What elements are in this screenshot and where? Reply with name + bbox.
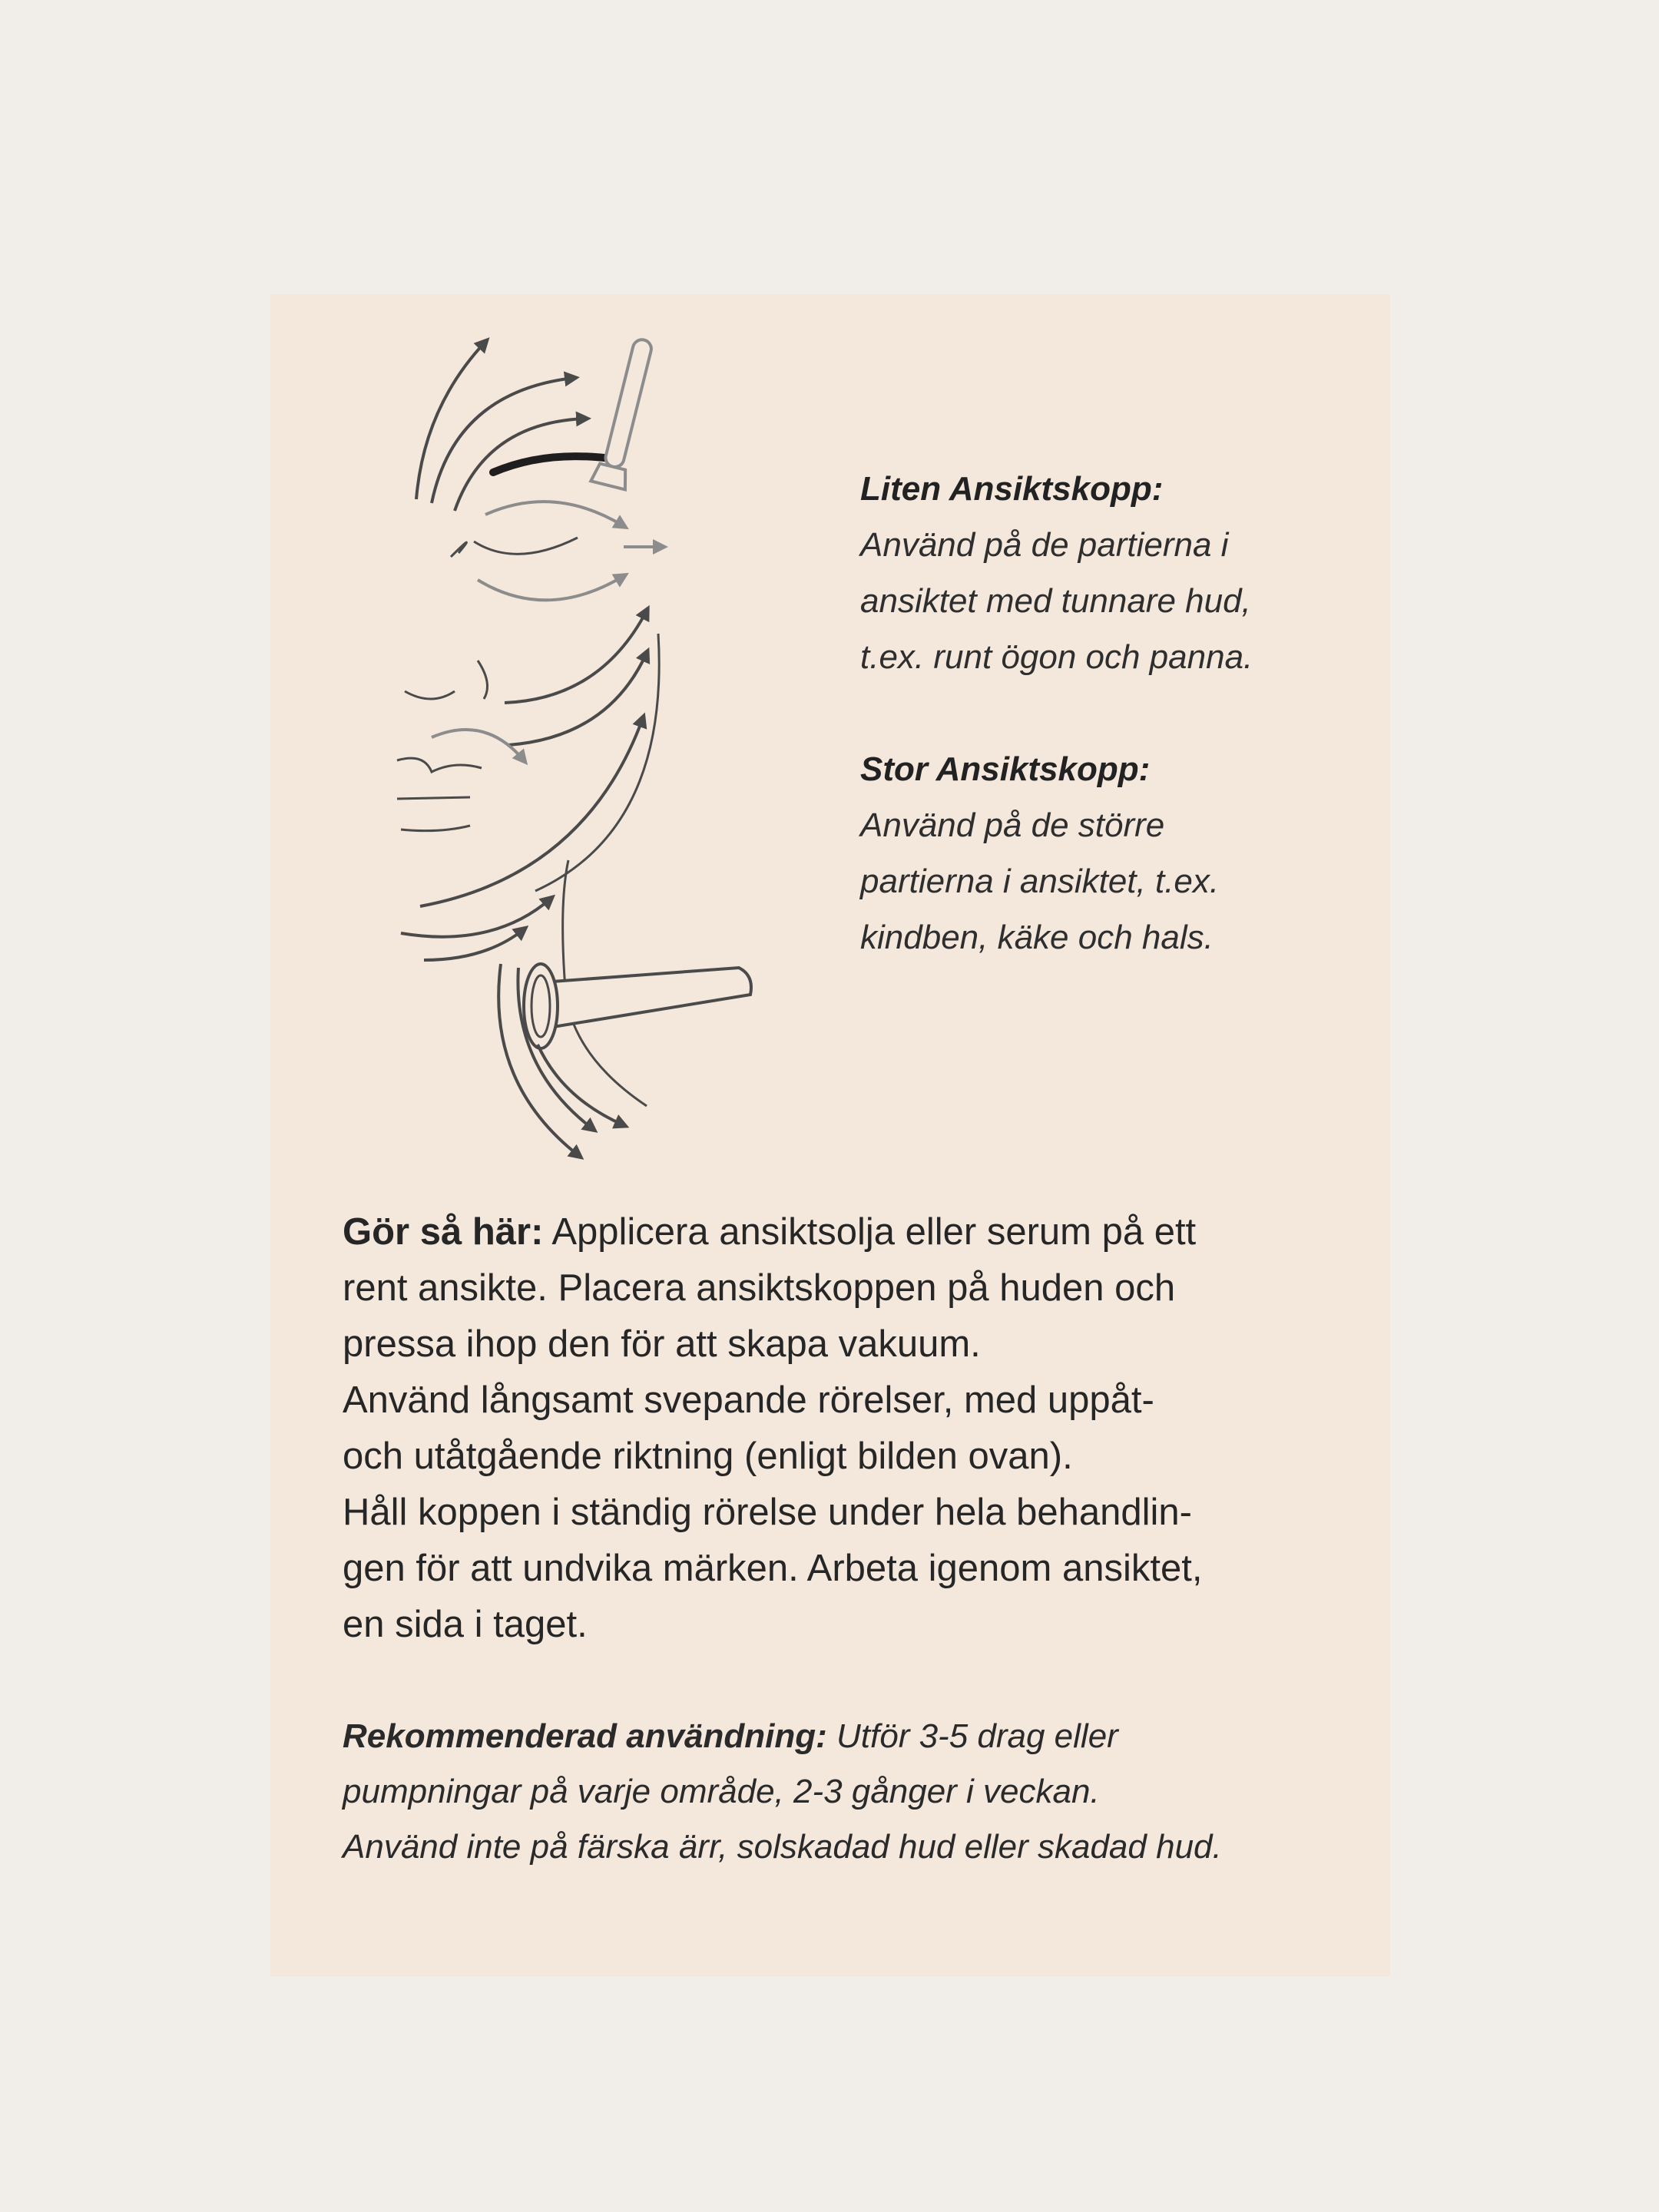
small-cup-line-3: t.ex. runt ögon och panna. bbox=[860, 638, 1253, 676]
nostril bbox=[405, 691, 455, 699]
eye-arrow-upper bbox=[485, 502, 624, 526]
large-cup-description bbox=[860, 741, 1367, 965]
large-face-cup bbox=[524, 964, 751, 1048]
eye-arrow-lower bbox=[478, 576, 624, 600]
face-diagram bbox=[370, 323, 785, 1167]
face-massage-illustration bbox=[370, 323, 785, 1167]
small-cup-line-1: Använd på de partierna i bbox=[860, 526, 1229, 564]
large-cup-line-2: partierna i ansiktet, t.ex. bbox=[860, 863, 1220, 900]
eye-lid bbox=[451, 542, 466, 557]
small-cup-description bbox=[860, 461, 1367, 685]
instructions-line-8: en sida i taget. bbox=[343, 1604, 588, 1645]
how-to-instructions bbox=[343, 1204, 1341, 1653]
instructions-line-1 bbox=[343, 1204, 1341, 1260]
large-cup-heading: Stor Ansiktskopp: bbox=[860, 750, 1151, 788]
recommendation-line-3: Använd inte på färska ärr, solskadad hud eller skadad hud. bbox=[343, 1828, 1222, 1866]
instructions-line-4: Använd långsamt svepande rörelser, med uppåt- bbox=[343, 1379, 1154, 1421]
lip-arrow bbox=[432, 730, 524, 760]
cup-descriptions bbox=[860, 461, 1367, 1022]
lip-line-1 bbox=[397, 797, 470, 799]
lip-line-2 bbox=[401, 826, 470, 831]
instructions-line-2: rent ansikte. Placera ansiktskoppen på huden och bbox=[343, 1267, 1176, 1309]
instructions-line-6: Håll koppen i ständig rörelse under hela behandlin- bbox=[343, 1492, 1192, 1533]
instructions-line-7: gen för att undvika märken. Arbeta igenom ansiktet, bbox=[343, 1548, 1203, 1589]
small-cup-line-2: ansiktet med tunnare hud, bbox=[860, 582, 1251, 620]
recommended-usage bbox=[343, 1709, 1372, 1875]
large-cup-line-1: Använd på de större bbox=[860, 806, 1165, 844]
instructions-line-3: pressa ihop den för att skapa vakuum. bbox=[343, 1323, 981, 1365]
large-cup-line-3: kindben, käke och hals. bbox=[860, 919, 1214, 956]
jaw-arrow-1 bbox=[420, 718, 643, 906]
recommendation-lead: Rekommenderad användning: bbox=[343, 1717, 827, 1755]
upper-lip bbox=[397, 758, 482, 772]
small-cup-heading: Liten Ansiktskopp: bbox=[860, 470, 1164, 508]
instructions-line-5: och utåtgående riktning (enligt bilden ovan). bbox=[343, 1435, 1073, 1477]
recommendation-first-line: Utför 3-5 drag eller bbox=[826, 1717, 1118, 1755]
forehead-arrow-2 bbox=[432, 378, 574, 503]
instructions-first-line: Applicera ansiktsolja eller serum på ett bbox=[543, 1211, 1197, 1253]
eye-closed bbox=[474, 538, 578, 554]
instructions-lead: Gör så här: bbox=[343, 1211, 544, 1253]
small-face-cup bbox=[591, 336, 661, 489]
nose bbox=[478, 661, 488, 699]
recommendation-line-2: pumpningar på varje område, 2-3 gånger i veckan. bbox=[343, 1773, 1100, 1810]
recommendation-line-1 bbox=[343, 1709, 1372, 1764]
